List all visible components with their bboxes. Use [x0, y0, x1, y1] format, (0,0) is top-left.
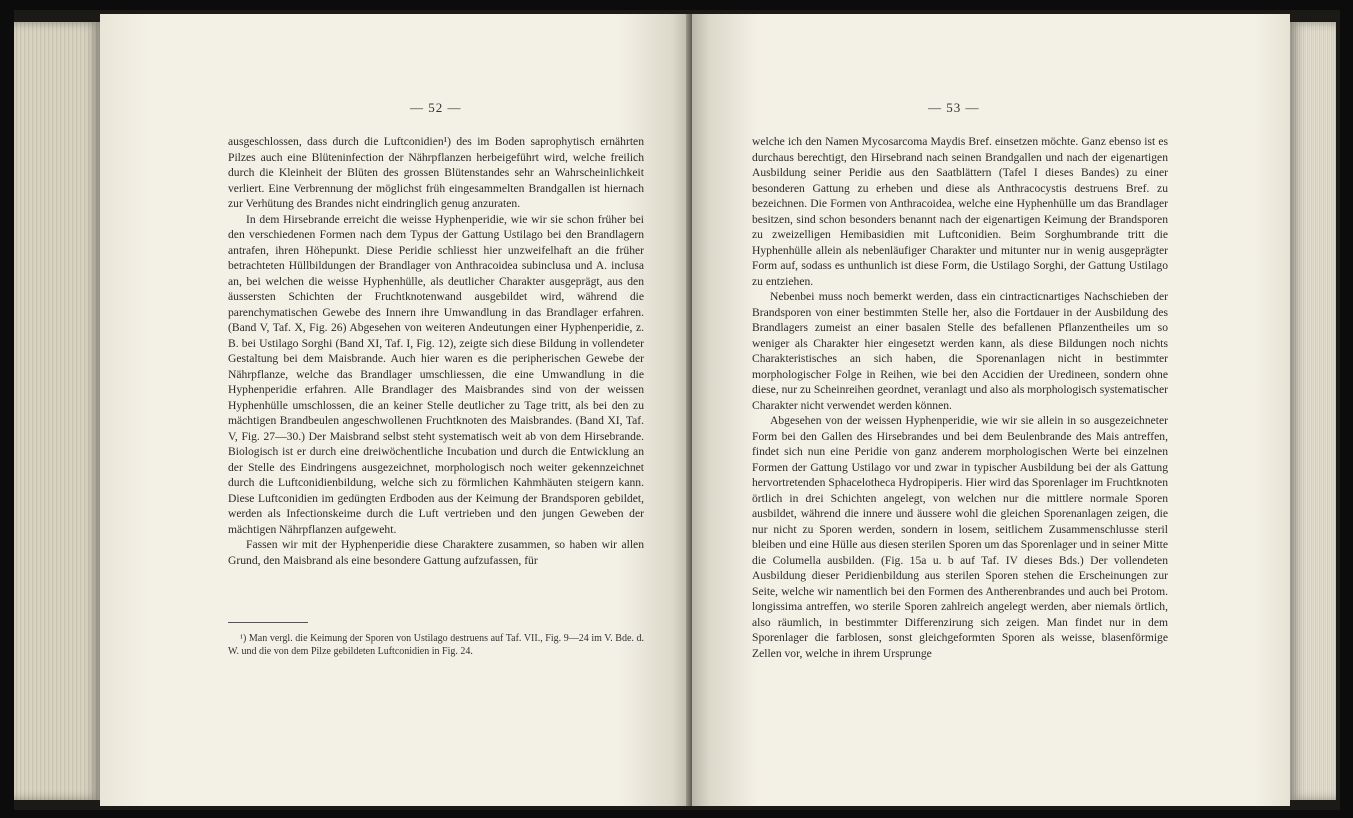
- footnote-text: ¹) Man vergl. die Keimung der Sporen von Ustilago destruens auf Taf. VII., Fig. 9—24 im V. Bde. d. W. und die von dem Pilze gebildeten Luftconidien in Fig. 24.: [228, 633, 644, 657]
- left-paragraph-3: Fassen wir mit der Hyphenperidie diese Charaktere zusammen, so haben wir allen Grund, den Maisbrand als eine besondere Gattung aufzufassen, für: [228, 538, 644, 567]
- right-page: [692, 14, 1290, 806]
- right-page-number: — 53 —: [928, 100, 980, 115]
- left-page-body: [228, 134, 644, 568]
- left-paragraph-2: In dem Hirsebrande erreicht die weisse Hyphenperidie, wie wir sie schon früher bei den verschiedenen Formen nach dem Typus der Gattung Ustilago bei den Brandlagern antrafen, ihren Höhepunkt. Diese Peridie schliesst hier unzweifelhaft an die früher betrachteten Hüllbildungen der Brandlager von Anthracoidea subinclusa und A. inclusa an, bei welchen die weisse Hyphenhülle, als deutlicher Charakter ausgeprägt, aus den äussersten Schichten der Fruchtknotenwand ausgebildet wird, während die parenchymatischen Gewebe des Innern ihre Umwandlung in das Brandlager erfahren. (Band V, Taf. X, Fig. 26) Abgesehen von weiteren Andeutungen einer Hyphenperidie, z. B. bei Ustilago Sorghi (Band XI, Taf. I, Fig. 12), zeigte sich diese Bildung in vollendeter Gestaltung bei dem Maisbrande. Auch hier waren es die peripherischen Gewebe der Nährpflanze, welche das Brandlager umschliessen, die eine Umwandlung in die Hyphenperidie erfahren. Alle Brandlager des Maisbrandes sind von der weissen Hyphenhülle umschlossen, die an keiner Stelle deutlicher zu Tage tritt, als bei den zu mächtigen Brandbeulen angeschwollenen Fruchtknoten des Maisbrandes. (Band XI, Taf. V, Fig. 27—30.) Der Maisbrand selbst steht systematisch weit ab von dem Hirsebrande. Biologisch ist er durch eine dreiwöchentliche Incubation und durch die Entwicklung an der Stelle des Eindringens ausgezeichnet, morphologisch noch weiter gekennzeichnet durch die Luftconidienbildung, welche sich zu förmlichen Kahmhäuten steigern kann. Diese Luftconidien im gedüngten Erdboden aus der Keimung der Brandsporen gebildet, werden als Infectionskeime durch die Luft vertrieben und den jungen Geweben der mächtigen Nährpflanzen aufgeweht.: [228, 212, 644, 536]
- footnote: [228, 632, 644, 658]
- left-page-edges: [14, 22, 100, 800]
- right-page-edges: [1290, 22, 1336, 800]
- right-paragraph-1: welche ich den Namen Mycosarcoma Maydis Bref. einsetzen möchte. Ganz ebenso ist es durchaus berechtigt, den Hirsebrand nach seinen Brandgallen und nach der eigenartigen Ausbildung seiner Peridie aus den Saatblättern (Tafel I dieses Bandes) zu einer besonderen Gattung zu erheben und diese als Anthracocystis destruens Bref. zu bezeichnen. Die Formen von Anthracoidea, welche eine Hyphenhülle um das Brandlager besitzen, sind schon besonders benannt nach der eigenartigen Keimung der Brandsporen zu zweizelligen Hemibasidien mit Luftconidien. Beim Sorghumbrande tritt die Hyphenhülle allein als nebenläufiger Charakter und mitunter nur in wenig ausgeprägter Form auf, sodass es unthunlich ist diese Form, die Ustilago Sorghi, der Gattung Ustilago zu entziehen.: [752, 135, 1168, 288]
- left-page-number: — 52 —: [410, 100, 462, 115]
- right-paragraph-2: Nebenbei muss noch bemerkt werden, dass ein cintracticnartiges Nachschieben der Brandsporen von einer bestimmten Stelle her, also die Fortdauer in der Ausbildung des Brandlagers zumeist an einer basalen Stelle des befallenen Pflanzentheiles um so weniger als Charakter hier eingesetzt werden kann, als diese Bildungen noch nichts Charakteristisches an sich haben, die Sporenanlagen nicht in bestimmter morphologischer Folge in Reihen, wie bei den Accidien der Uredineen, sondern ohne diese, nur zu Scheinreihen geordnet, veranlagt und also als morphologisch systematischer Charakter nicht verwendet werden können.: [752, 290, 1168, 412]
- right-paragraph-3: Abgesehen von der weissen Hyphenperidie, wie wir sie allein in so ausgezeichneter Form bei den Gallen des Hirsebrandes und bei dem Beulenbrande des Mais antreffen, findet sich nun eine Peridie von ganz anderem morphologischen Werte bei einzelnen Formen der Gattung Ustilago vor und zwar in typischer Ausbildung bei der als Gattung hervortretenden Sphacelotheca Hydropiperis. Hier wird das Sporenlager im Fruchtknoten örtlich in drei Schichten angelegt, von welchen nur die mittlere normale Sporen ausbildet, während die innere und äussere wohl die gleichen Sporenanlagen zeigen, die nur nicht zu Sporen werden, sondern in losem, seitlichem Zusammenschlusse steril bleiben und eine Hülle aus diesen sterilen Sporen um das Sporenlager und in seiner Mitte die Columella ausbilden. (Fig. 15a u. b auf Taf. IV dieses Bds.) Der vollendeten Ausbildung dieser Peridienbildung aus sterilen Sporen stehen die Erscheinungen zur Seite, welche wir namentlich bei den Formen des Antherenbrandes und auch bei Protom. longissima antreffen, wo sterile Sporen zahlreich angelegt werden, aber niemals örtlich, also räumlich, in bestimmter Differenzirung sich zeigen. Man findet nur in dem Sporenlager die farblosen, sonst gleichgeformten Sporen als weisse, blasenförmige Zellen vor, welche in ihrem Ursprunge: [752, 414, 1168, 660]
- left-page: [100, 14, 690, 806]
- left-paragraph-1: ausgeschlossen, dass durch die Luftconidien¹) des im Boden saprophytisch ernährten Pilzes auch eine Blüteninfection der Nährpflanzen herbeigeführt wird, welche freilich durch die Kleinheit der Blüten des grossen Blütenstandes sehr an Wahrscheinlichkeit verliert. Eine Verbrennung der möglichst früh eingesammelten Brandgallen ist hiernach zur Verhütung des Brandes nicht eindringlich genug anzuraten.: [228, 135, 644, 210]
- footnote-rule: [228, 622, 308, 623]
- right-page-body: [752, 134, 1168, 661]
